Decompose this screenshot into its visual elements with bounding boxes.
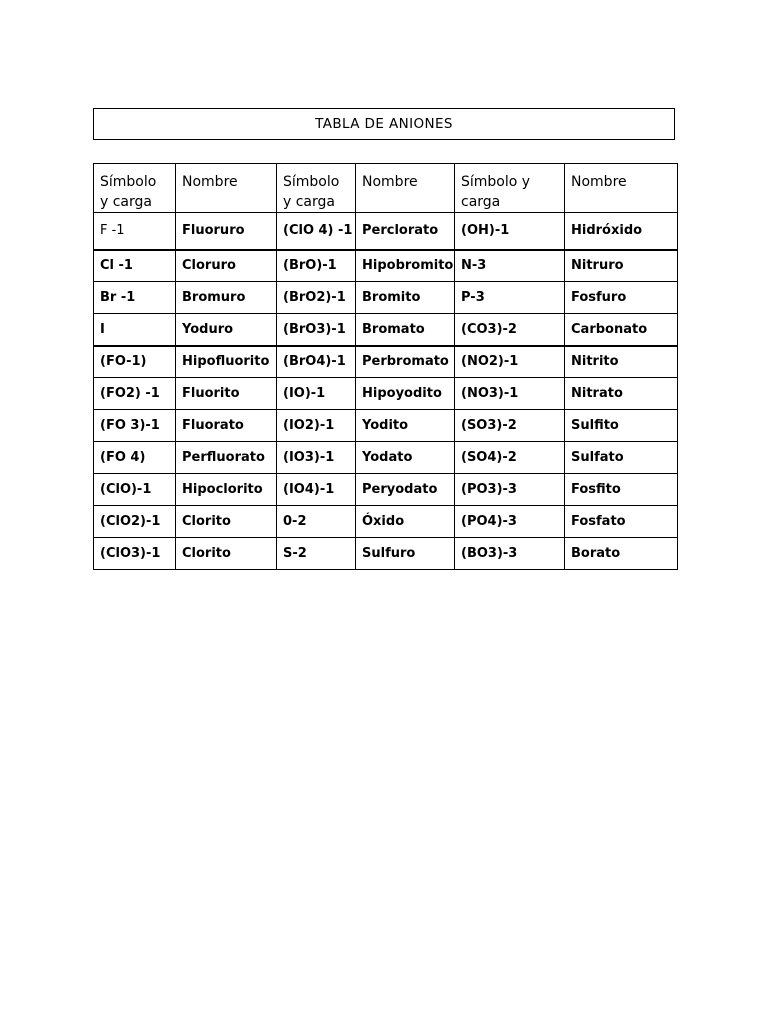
name-cell: Yoduro [176, 314, 277, 346]
name-cell: Cloruro [176, 250, 277, 282]
anions-table [93, 163, 678, 570]
symbol-cell: (CO3)-2 [455, 314, 565, 346]
header-symbol-1: Símbolo y carga [94, 164, 176, 213]
name-cell: Fosfuro [565, 282, 678, 314]
symbol-cell: (SO3)-2 [455, 410, 565, 442]
symbol-cell: (FO 4) [94, 442, 176, 474]
symbol-cell: (PO4)-3 [455, 506, 565, 538]
table-row [94, 314, 678, 346]
symbol-cell: (BrO)-1 [277, 250, 356, 282]
name-cell: Fluorato [176, 410, 277, 442]
table-row [94, 213, 678, 250]
symbol-cell: Cl -1 [94, 250, 176, 282]
symbol-cell: (NO2)-1 [455, 346, 565, 378]
name-cell: Clorito [176, 538, 277, 570]
table-row [94, 282, 678, 314]
name-cell: Bromato [356, 314, 455, 346]
header-row [94, 164, 678, 213]
name-cell: Nitrito [565, 346, 678, 378]
table-row [94, 378, 678, 410]
table-row [94, 538, 678, 570]
symbol-cell: (IO2)-1 [277, 410, 356, 442]
table-row [94, 410, 678, 442]
symbol-cell: (BrO3)-1 [277, 314, 356, 346]
name-cell: Yodato [356, 442, 455, 474]
name-cell: Fosfito [565, 474, 678, 506]
header-name-2: Nombre [356, 164, 455, 213]
symbol-cell: (SO4)-2 [455, 442, 565, 474]
symbol-cell: (FO2) -1 [94, 378, 176, 410]
name-cell: Hipoclorito [176, 474, 277, 506]
header-name-1: Nombre [176, 164, 277, 213]
name-cell: Fosfato [565, 506, 678, 538]
symbol-cell: (BrO4)-1 [277, 346, 356, 378]
name-cell: Carbonato [565, 314, 678, 346]
symbol-cell: (ClO 4) -1 [277, 213, 356, 250]
name-cell: Perbromato [356, 346, 455, 378]
table-row [94, 346, 678, 378]
name-cell: Nitruro [565, 250, 678, 282]
symbol-cell: I [94, 314, 176, 346]
symbol-cell: (BO3)-3 [455, 538, 565, 570]
name-cell: Hipobromito [356, 250, 455, 282]
name-cell: Clorito [176, 506, 277, 538]
symbol-cell: (ClO)-1 [94, 474, 176, 506]
table-title: TABLA DE ANIONES [93, 108, 675, 140]
symbol-cell: P-3 [455, 282, 565, 314]
name-cell: Óxido [356, 506, 455, 538]
name-cell: Nitrato [565, 378, 678, 410]
symbol-cell: S-2 [277, 538, 356, 570]
name-cell: Perclorato [356, 213, 455, 250]
symbol-cell: 0-2 [277, 506, 356, 538]
table-row [94, 442, 678, 474]
name-cell: Hipofluorito [176, 346, 277, 378]
name-cell: Perfluorato [176, 442, 277, 474]
symbol-cell: Br -1 [94, 282, 176, 314]
name-cell: Bromuro [176, 282, 277, 314]
name-cell: Sulfato [565, 442, 678, 474]
header-name-3: Nombre [565, 164, 678, 213]
symbol-cell: (ClO2)-1 [94, 506, 176, 538]
name-cell: Sulfito [565, 410, 678, 442]
table-row [94, 474, 678, 506]
name-cell: Fluorito [176, 378, 277, 410]
name-cell: Yodito [356, 410, 455, 442]
table-row [94, 250, 678, 282]
name-cell: Bromito [356, 282, 455, 314]
symbol-cell: (ClO3)-1 [94, 538, 176, 570]
symbol-cell: (PO3)-3 [455, 474, 565, 506]
name-cell: Peryodato [356, 474, 455, 506]
symbol-cell: (IO4)-1 [277, 474, 356, 506]
symbol-cell: (FO 3)-1 [94, 410, 176, 442]
symbol-cell: (NO3)-1 [455, 378, 565, 410]
symbol-cell: N-3 [455, 250, 565, 282]
symbol-cell: (IO3)-1 [277, 442, 356, 474]
symbol-cell: (BrO2)-1 [277, 282, 356, 314]
symbol-cell: (OH)-1 [455, 213, 565, 250]
name-cell: Hidróxido [565, 213, 678, 250]
symbol-cell: F -1 [94, 213, 176, 250]
header-symbol-2: Símbolo y carga [277, 164, 356, 213]
name-cell: Fluoruro [176, 213, 277, 250]
table-row [94, 506, 678, 538]
name-cell: Sulfuro [356, 538, 455, 570]
header-symbol-3: Símbolo y carga [455, 164, 565, 213]
name-cell: Borato [565, 538, 678, 570]
name-cell: Hipoyodito [356, 378, 455, 410]
symbol-cell: (FO-1) [94, 346, 176, 378]
symbol-cell: (IO)-1 [277, 378, 356, 410]
